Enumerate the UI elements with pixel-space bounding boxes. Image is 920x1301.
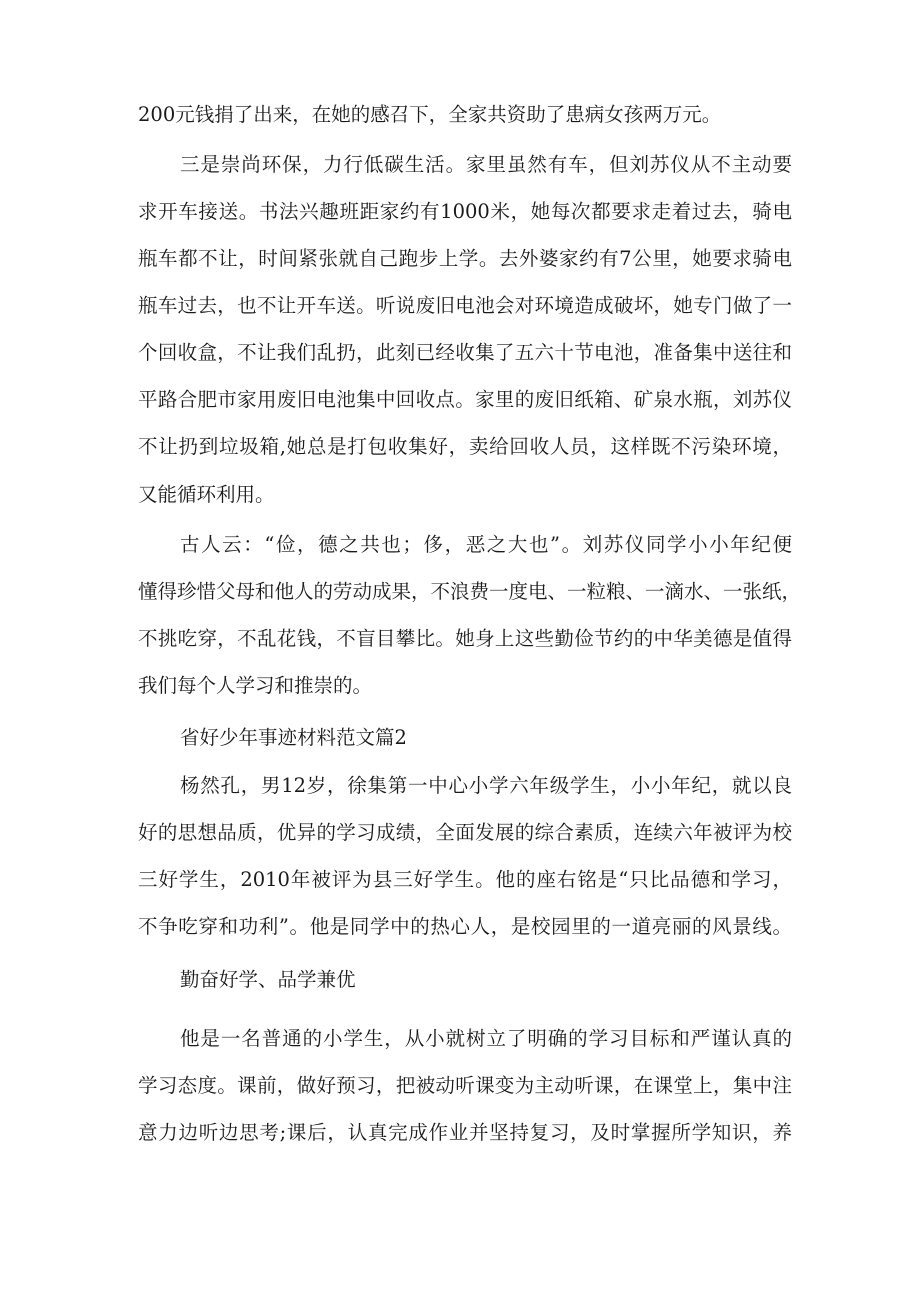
paragraph-line: 不让扔到垃圾箱,她总是打包收集好，卖给回收人员，这样既不污染环境， <box>138 435 792 458</box>
paragraph-line: 意力边听边思考;课后，认真完成作业并坚持复习，及时掌握所学知识，养 <box>138 1121 792 1144</box>
paragraph-line: 我们每个人学习和推崇的。 <box>138 674 373 697</box>
paragraph-line: 三是崇尚环保，力行低碳生活。家里虽然有车，但刘苏仪从不主动要 <box>180 153 792 176</box>
paragraph-line: 杨然孔，男12岁，徐集第一中心小学六年级学生，小小年纪，就以良 <box>180 774 792 797</box>
paragraph-line: 瓶车都不让，时间紧张就自己跑步上学。去外婆家约有7公里，她要求骑电 <box>138 247 792 270</box>
subsection-heading: 勤奋好学、品学兼优 <box>180 968 356 991</box>
paragraph-line: 三好学生，2010年被评为县三好学生。他的座右铭是“只比品德和学习， <box>138 868 792 891</box>
paragraph-line: 又能循环利用。 <box>138 483 275 506</box>
section-heading: 省好少年事迹材料范文篇2 <box>180 726 407 749</box>
paragraph-line: 瓶车过去，也不让开车送。听说废旧电池会对环境造成破坏，她专门做了一 <box>138 294 792 317</box>
paragraph-line: 他是一名普通的小学生，从小就树立了明确的学习目标和严谨认真的 <box>180 1027 792 1050</box>
paragraph-line: 学习态度。课前，做好预习，把被动听课变为主动听课，在课堂上，集中注 <box>138 1074 792 1097</box>
paragraph-line: 平路合肥市家用废旧电池集中回收点。家里的废旧纸箱、矿泉水瓶，刘苏仪 <box>138 388 792 411</box>
paragraph-line: 不挑吃穿，不乱花钱，不盲目攀比。她身上这些勤俭节约的中华美德是值得 <box>138 627 792 650</box>
paragraph-line: 求开车接送。书法兴趣班距家约有1000米，她每次都要求走着过去，骑电 <box>138 200 792 223</box>
paragraph-line: 不争吃穿和功利”。他是同学中的热心人，是校园里的一道亮丽的风景线。 <box>138 915 792 938</box>
paragraph-line: 懂得珍惜父母和他人的劳动成果，不浪费一度电、一粒粮、一滴水、一张纸， <box>138 580 802 603</box>
paragraph-line: 好的思想品质，优异的学习成绩，全面发展的综合素质，连续六年被评为校 <box>138 821 792 844</box>
paragraph-line: 个回收盒，不让我们乱扔，此刻已经收集了五六十节电池，准备集中送往和 <box>138 341 792 364</box>
paragraph-line: 200元钱捐了出来，在她的感召下，全家共资助了患病女孩两万元。 <box>138 103 722 126</box>
paragraph-line: 古人云：“俭，德之共也；侈，恶之大也”。刘苏仪同学小小年纪便 <box>180 533 792 556</box>
